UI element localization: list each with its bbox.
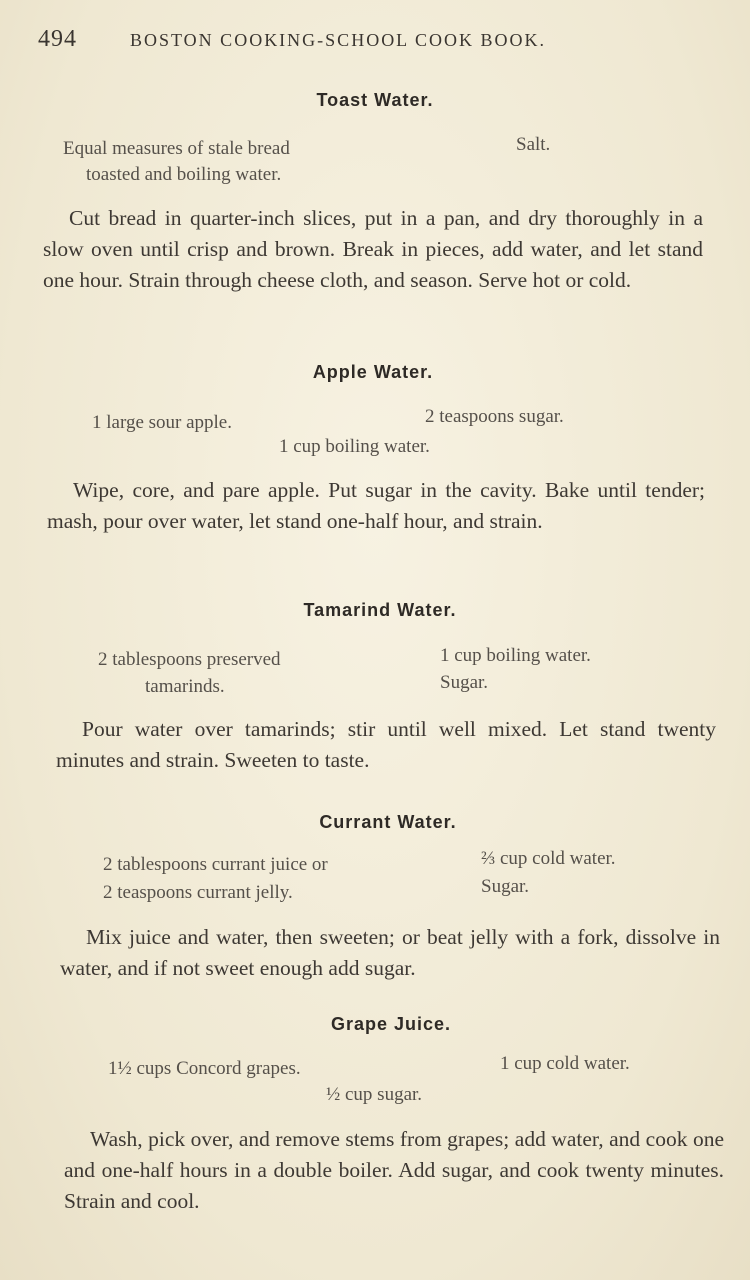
ingredient-line: Salt. [516,134,551,155]
directions-text: Wash, pick over, and remove stems from grapes; add water, and cook one and one-half hours in a double boiler. Add sugar, and cook twenty minutes. Strain and cool. [64,1127,724,1213]
recipe-directions [56,714,716,776]
ingredient-line: ½ cup sugar. [326,1084,423,1105]
ingredient-line: 2 teaspoons sugar. [425,406,564,427]
ingredient-line: 2 tablespoons preserved [98,649,281,670]
ingredient-line: toasted and boiling water. [86,164,282,185]
directions-text: Wipe, core, and pare apple. Put sugar in the cavity. Bake until tender; mash, pour over water, let stand one-half hour, and strain. [47,478,705,533]
ingredient-line: 1 cup boiling water. [279,436,430,457]
ingredient-line: ⅔ cup cold water. [481,848,616,869]
ingredient-line: 2 teaspoons currant jelly. [103,882,293,903]
running-head: BOSTON COOKING-SCHOOL COOK BOOK. [130,30,547,50]
recipe-title-tamarind-water: Tamarind Water. [303,600,457,620]
recipe-title-toast-water: Toast Water. [316,90,434,110]
directions-text: Pour water over tamarinds; stir until well mixed. Let stand twenty minutes and strain. Sweeten to taste. [56,717,716,772]
ingredient-line: Equal measures of stale bread [63,138,290,159]
directions-text: Cut bread in quarter-inch slices, put in a pan, and dry thoroughly in a slow oven until crisp and brown. Break in pieces, add water, and let stand one hour. Strain through cheese cloth, and season. Serve hot or cold. [43,206,703,292]
ingredient-line: 2 tablespoons currant juice or [103,854,328,875]
ingredient-line: Sugar. [440,672,489,693]
directions-text: Mix juice and water, then sweeten; or beat jelly with a fork, dissolve in water, and if not sweet enough add sugar. [60,925,720,980]
page-number: 494 [38,26,77,52]
recipe-title-currant-water: Currant Water. [319,812,457,832]
recipe-directions [47,475,705,537]
recipe-directions [64,1124,724,1217]
ingredient-line: Sugar. [481,876,530,897]
ingredient-line: 1½ cups Concord grapes. [108,1058,301,1079]
ingredient-line: 1 cup cold water. [500,1053,630,1074]
recipe-directions [43,203,703,296]
page-header [38,26,718,56]
ingredient-line: 1 cup boiling water. [440,645,591,666]
ingredient-line: 1 large sour apple. [92,412,232,433]
recipe-title-apple-water: Apple Water. [312,362,434,382]
ingredient-line: tamarinds. [145,676,225,697]
recipe-title-grape-juice: Grape Juice. [330,1014,452,1034]
recipe-directions [60,922,720,984]
